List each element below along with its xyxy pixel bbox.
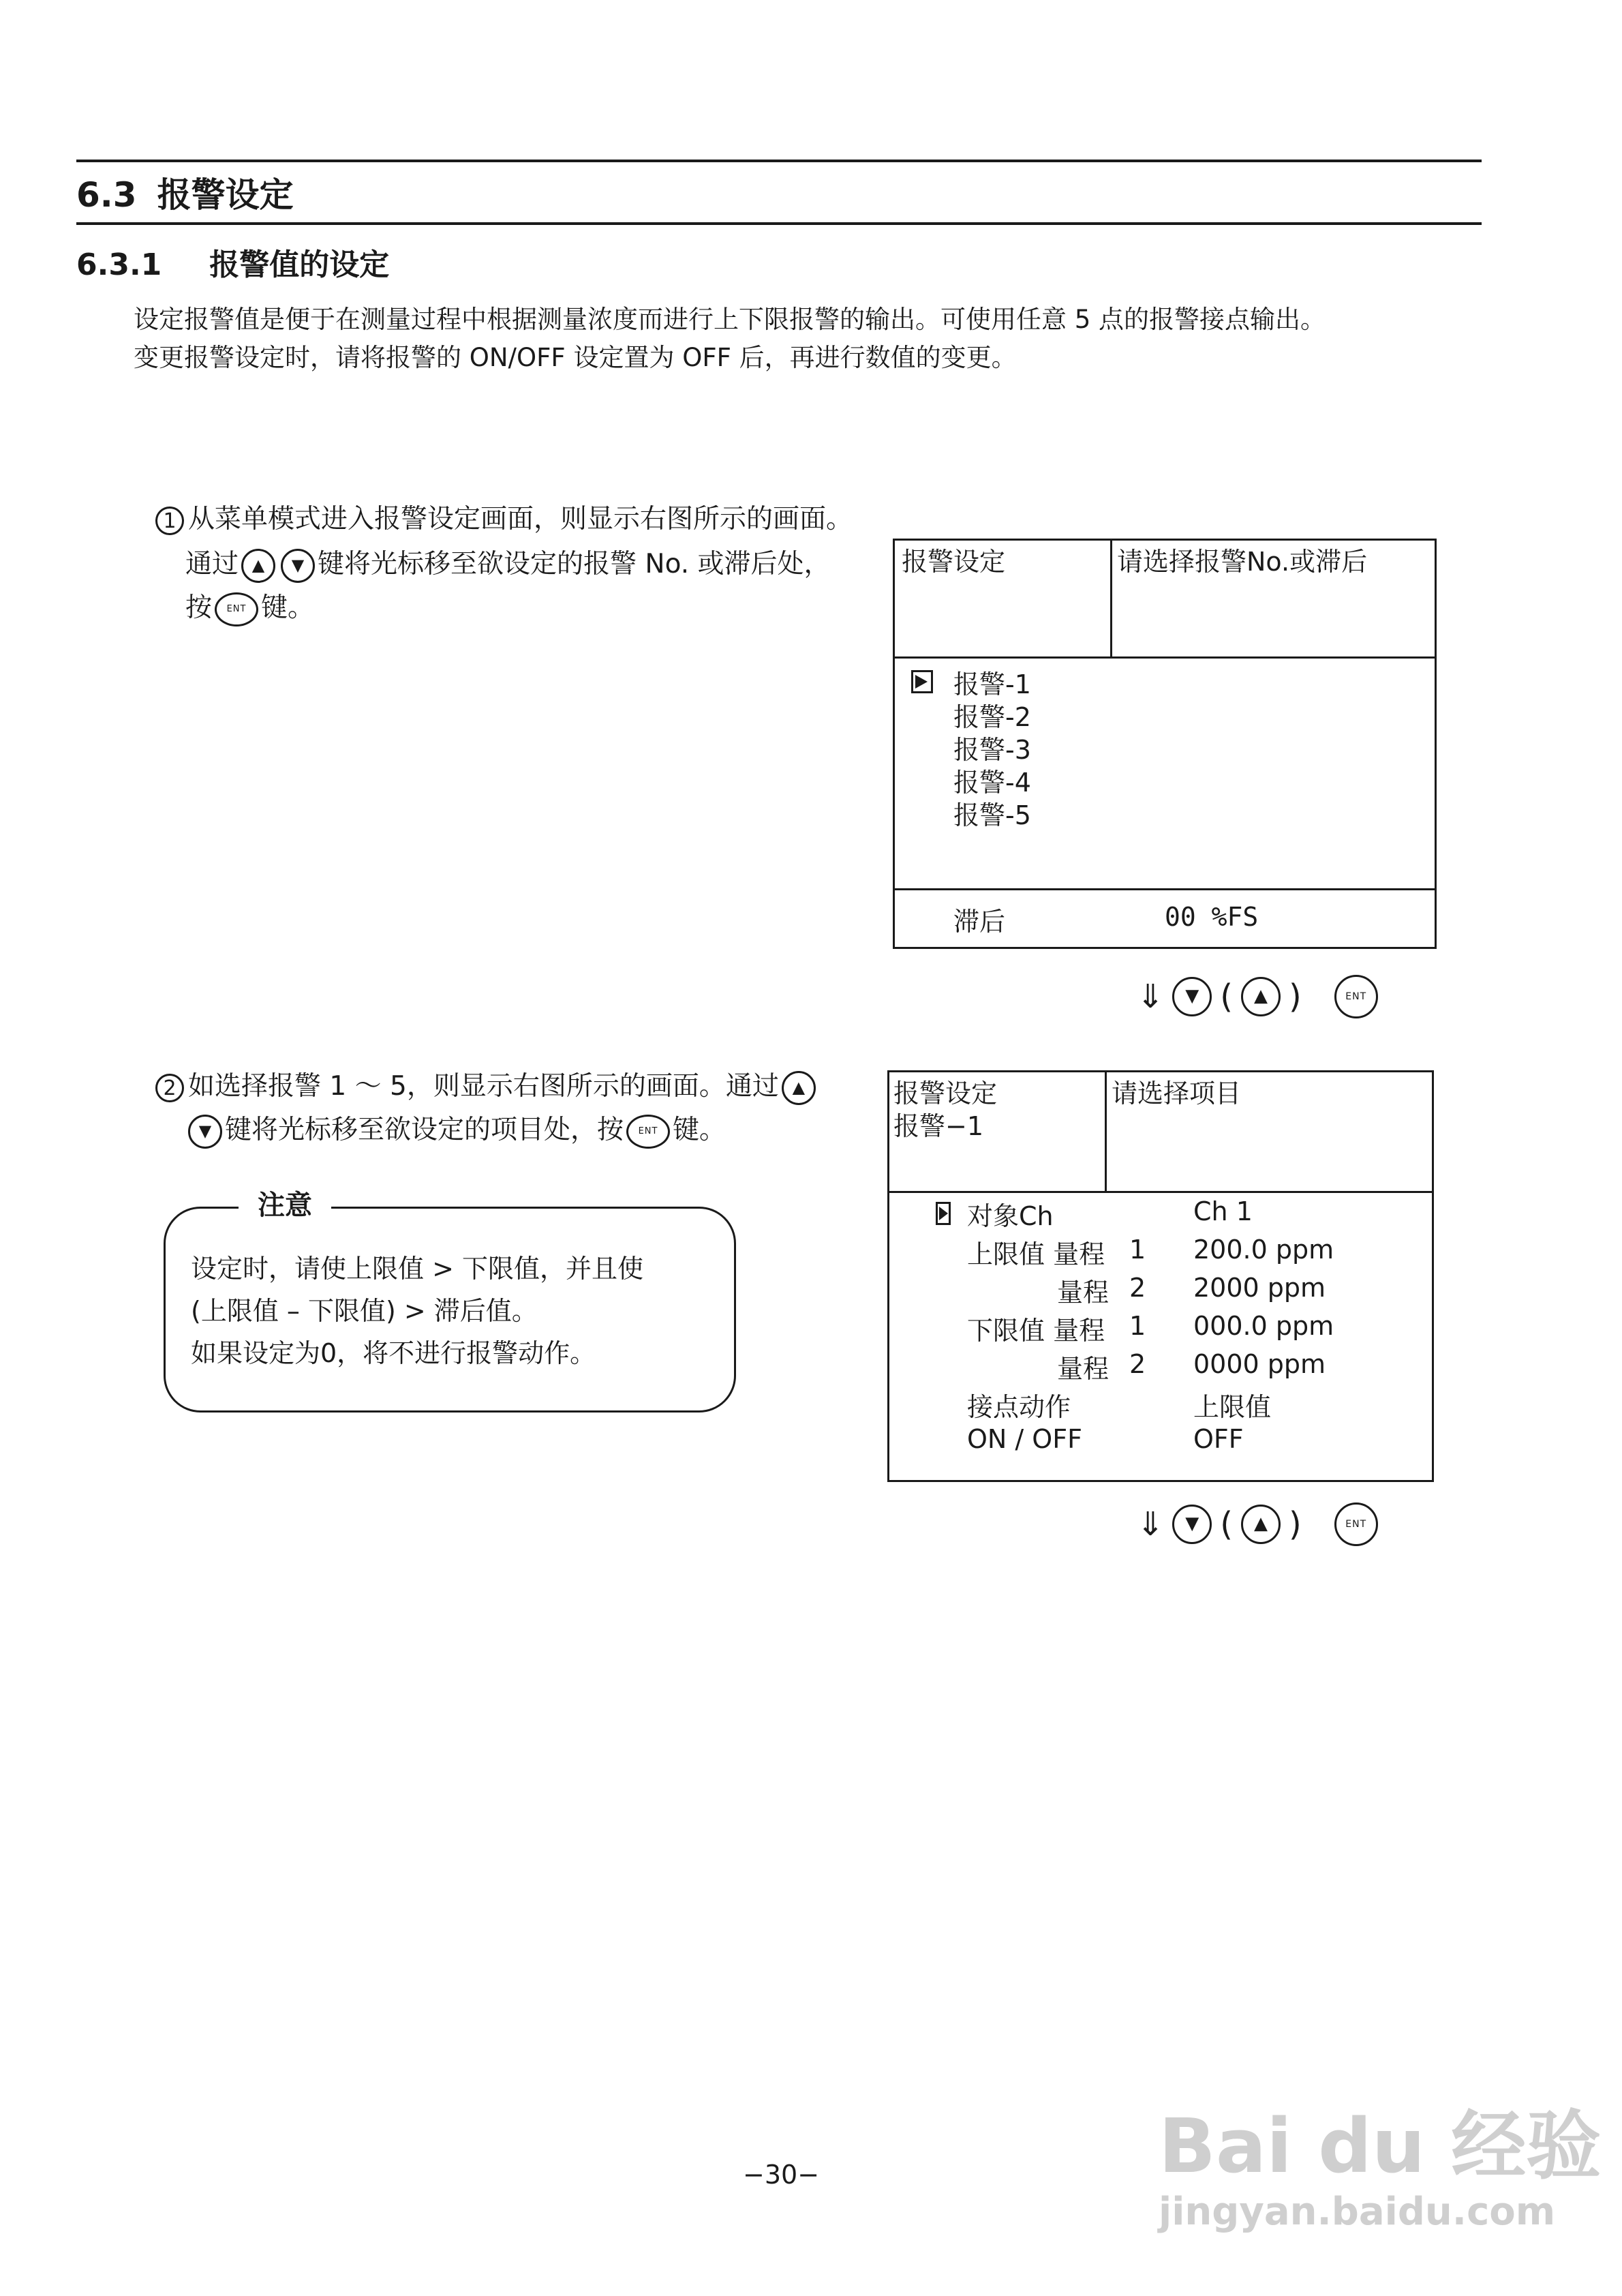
screen2-subtitle: 报警−1 <box>893 1111 984 1141</box>
section-number: 6.3 <box>76 175 137 215</box>
item-lower-range2-num: 2 <box>1129 1349 1146 1379</box>
item-lower-range1-num: 1 <box>1129 1311 1146 1341</box>
note-line-3: 如果设定为0，将不进行报警动作。 <box>191 1338 596 1368</box>
nav-hint-2 <box>1137 1502 1381 1546</box>
step1-line1 <box>155 498 853 541</box>
section-rule <box>76 222 1482 225</box>
ent-key-icon: ENT <box>215 592 258 626</box>
paren-close: ) <box>1288 978 1302 1016</box>
subsection-number: 6.3.1 <box>76 247 162 282</box>
alarm-item-3[interactable]: 报警-3 <box>953 735 1031 765</box>
alarm-select-screen <box>893 539 1437 949</box>
item-upper-range1[interactable]: 上限值 量程 <box>967 1239 1105 1269</box>
down-key-icon: ▼ <box>1172 1505 1212 1544</box>
page-number: −30− <box>743 2160 820 2190</box>
intro-line-2: 变更报警设定时，请将报警的 ON/OFF 设定置为 OFF 后，再进行数值的变更。 <box>134 343 1017 372</box>
ent-key-icon: ENT <box>626 1115 670 1149</box>
note-line-1: 设定时，请使上限值 > 下限值，并且使 <box>191 1254 643 1284</box>
step1-line2-pre: 通过 <box>185 549 239 579</box>
alarm-item-4[interactable]: 报警-4 <box>953 768 1031 798</box>
step1-line2-post: 键将光标移至欲设定的报警 No. 或滞后处， <box>318 549 831 579</box>
alarm-item-5[interactable]: 报警-5 <box>953 800 1031 830</box>
note-title: 注意 <box>239 1183 331 1222</box>
watermark-url: jingyan.baidu.com <box>1159 2190 1556 2234</box>
down-key-icon: ▼ <box>188 1115 222 1149</box>
item-contact-action[interactable]: 接点动作 <box>967 1392 1071 1422</box>
item-contact-action-value: 上限值 <box>1193 1392 1272 1422</box>
step1-line3 <box>185 586 314 630</box>
cursor-icon <box>911 670 933 693</box>
screen1-title: 报警设定 <box>902 547 1006 577</box>
cursor-icon <box>936 1202 951 1225</box>
item-target-ch[interactable]: 对象Ch <box>967 1201 1054 1231</box>
item-on-off-value: OFF <box>1193 1424 1244 1454</box>
step1-line2 <box>185 543 831 586</box>
step2-marker: 2 <box>155 1074 184 1102</box>
alarm-item-2[interactable]: 报警-2 <box>953 702 1031 732</box>
down-key-icon: ▼ <box>281 549 315 583</box>
step2-line1 <box>155 1065 818 1108</box>
step1-line3-post: 键。 <box>261 592 315 623</box>
screen2-title: 报警设定 <box>893 1078 998 1108</box>
item-on-off[interactable]: ON / OFF <box>967 1424 1082 1454</box>
down-arrow-icon: ⇓ <box>1137 978 1165 1016</box>
section-heading <box>76 168 294 217</box>
up-key-icon: ▲ <box>1241 1505 1281 1544</box>
paren-close: ) <box>1288 1505 1302 1543</box>
screen1-prompt: 请选择报警No.或滞后 <box>1117 547 1368 577</box>
hysteresis-value: 00 %FS <box>1165 902 1259 932</box>
up-key-icon: ▲ <box>241 549 275 583</box>
item-lower-range1[interactable]: 下限值 量程 <box>967 1316 1105 1346</box>
step1-marker: 1 <box>155 507 184 535</box>
watermark-logo: Bai du 经验 <box>1159 2102 1602 2190</box>
item-lower-range1-value: 000.0 ppm <box>1193 1311 1334 1341</box>
item-lower-range2-value: 0000 ppm <box>1193 1349 1326 1379</box>
hysteresis-label[interactable]: 滞后 <box>953 907 1006 937</box>
step1-line1-text: 从菜单模式进入报警设定画面，则显示右图所示的画面。 <box>188 504 853 534</box>
item-target-ch-value: Ch 1 <box>1193 1196 1253 1226</box>
paren-open: ( <box>1220 1505 1233 1543</box>
alarm-item-screen <box>887 1070 1434 1482</box>
down-arrow-icon: ⇓ <box>1137 1505 1165 1543</box>
step2-line1-text: 如选择报警 1 ～ 5，则显示右图所示的画面。通过 <box>188 1071 779 1102</box>
item-upper-range2[interactable]: 量程 <box>1057 1278 1110 1308</box>
screen2-prompt: 请选择项目 <box>1112 1078 1242 1108</box>
up-key-icon: ▲ <box>782 1071 816 1105</box>
subsection-title: 报警值的设定 <box>209 247 390 282</box>
note-line-2: (上限值 – 下限值) > 滞后值。 <box>191 1296 538 1326</box>
subsection-heading <box>76 240 389 284</box>
step2-line2-mid: 键将光标移至欲设定的项目处，按 <box>225 1115 624 1145</box>
down-key-icon: ▼ <box>1172 977 1212 1016</box>
ent-key-icon: ENT <box>1334 1502 1378 1546</box>
ent-key-icon: ENT <box>1334 975 1378 1018</box>
item-upper-range1-num: 1 <box>1129 1235 1146 1265</box>
step2-line2 <box>185 1108 726 1152</box>
step2-line2-post: 键。 <box>673 1115 726 1145</box>
step1-line3-pre: 按 <box>185 592 213 623</box>
top-rule <box>76 160 1482 162</box>
item-lower-range2[interactable]: 量程 <box>1057 1354 1110 1384</box>
alarm-item-1[interactable]: 报警-1 <box>953 669 1031 699</box>
up-key-icon: ▲ <box>1241 977 1281 1016</box>
section-title: 报警设定 <box>157 175 294 215</box>
paren-open: ( <box>1220 978 1233 1016</box>
item-upper-range2-num: 2 <box>1129 1273 1146 1303</box>
nav-hint-1 <box>1137 975 1381 1018</box>
intro-line-1: 设定报警值是便于在测量过程中根据测量浓度而进行上下限报警的输出。可使用任意 5 点的报警接点输出。 <box>134 305 1326 334</box>
item-upper-range1-value: 200.0 ppm <box>1193 1235 1334 1265</box>
item-upper-range2-value: 2000 ppm <box>1193 1273 1326 1303</box>
